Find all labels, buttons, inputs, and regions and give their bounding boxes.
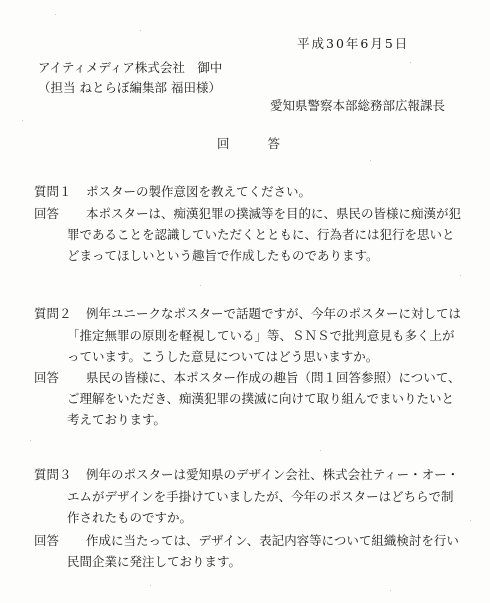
- addressee-note: （担当 ねとらぼ編集部 福田様）: [38, 80, 221, 95]
- question-label: 質問３: [34, 467, 72, 482]
- addressee: アイティメディア株式会社 御中: [38, 60, 223, 75]
- question-label: 質問１: [34, 184, 72, 199]
- question-text: ポスターの製作意図を教えてください。: [86, 184, 312, 199]
- question-text: 「推定無罪の原則を軽視している」等、ＳＮＳで批判意見も多く上が: [67, 328, 455, 343]
- question-text: 作されたものですか。: [67, 510, 193, 525]
- answer-text: どまってほしいという趣旨で作成したものであります。: [67, 248, 379, 263]
- answer-label: 回答: [34, 533, 60, 548]
- answer-text: 本ポスターは、痴漢犯罪の撲滅等を目的に、県民の皆様に痴漢が犯: [86, 206, 462, 221]
- question-text: っています。こうした意見についてはどう思いますか。: [67, 349, 379, 364]
- answer-label: 回答: [34, 206, 60, 221]
- question-text: エムがデザインを手掛けていましたが、今年のポスターはどちらで制: [67, 489, 454, 504]
- answer-text: 県民の皆様に、本ポスター作成の趣旨（問１回答参照）について、: [86, 370, 461, 385]
- document-heading: 回答: [217, 136, 319, 151]
- question-text: 例年のポスターは愛知県のデザイン会社、株式会社ティー・オー・: [86, 467, 460, 482]
- question-label: 質問２: [34, 306, 72, 321]
- answer-label: 回答: [34, 370, 60, 385]
- answer-text: 民間企業に発注しております。: [67, 554, 242, 569]
- answer-text: 考えております。: [67, 412, 167, 427]
- question-text: 例年ユニークなポスターで話題ですが、今年のポスターに対しては: [86, 306, 462, 321]
- sender: 愛知県警察本部総務部広報課長: [270, 98, 446, 113]
- answer-text: 作成に当たっては、デザイン、表記内容等について組織検討を行い: [86, 533, 459, 548]
- answer-text: ご理解をいただき、痴漢犯罪の撲滅に向けて取り組んでまいりたいと: [67, 391, 455, 406]
- answer-text: 罪であることを認識していただくとともに、行為者には犯行を思いと: [67, 227, 455, 242]
- document-date: 平成30年6月5日: [297, 36, 410, 51]
